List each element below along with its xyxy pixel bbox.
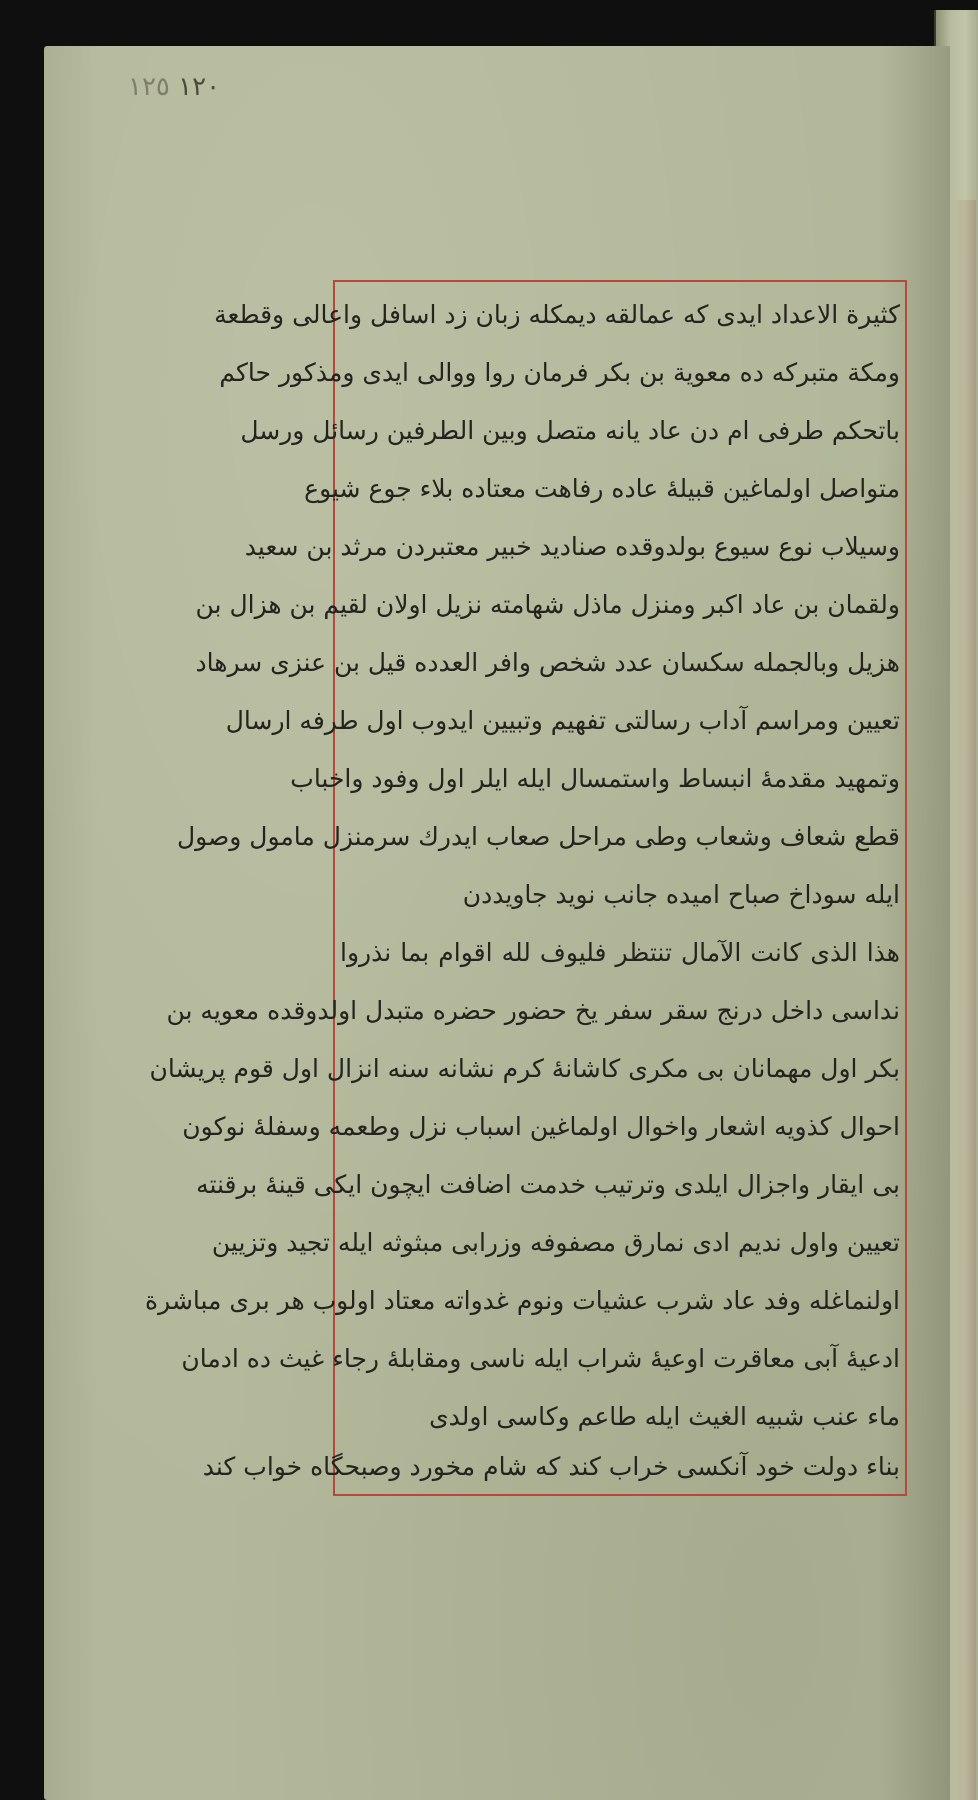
text-line-9: وتمهيد مقدمهٔ انبساط واستمسال ايله ايلر اول وفود واخباب — [290, 764, 900, 793]
text-line-5: وسيلاب نوع سيوع بولدوقده صناديد خبير معتبردن مرثد بن سعيد — [244, 532, 900, 561]
text-line-10: قطع شعاف وشعاب وطى مراحل صعاب ايدرك سرمنزل مامول وصول — [176, 822, 900, 851]
text-line-17: تعيين واول نديم ادى نمارق مصفوفه وزرابى مبثوثه ايله تجيد وتزيين — [211, 1228, 900, 1257]
verse-line-2: بناء دولت خود آنكسى خراب كند كه شام مخورد وصبحگاه خواب كند — [202, 1452, 900, 1481]
folio-current: ١٢٠ — [178, 72, 221, 102]
text-line-13: نداسى داخل درنج سقر سفر يخ حضور حضره متبدل اولدوقده معويه بن — [166, 996, 900, 1025]
text-line-16: بى ايقار واجزال ايلدى وترتيب خدمت اضافت ايچون ايكى قينهٔ برقنته — [196, 1170, 900, 1199]
text-line-20: ماء عنب شبيه الغيث ايله طاعم وكاسى اولدى — [429, 1402, 900, 1431]
text-line-14: بكر اول مهمانان بى مكرى كاشانهٔ كرم نشانه سنه انزال اول قوم پريشان — [149, 1054, 900, 1083]
verse-line-1: هذا الذى كانت الآمال تنتظر فليوف لله اقوام بما نذروا — [340, 938, 900, 967]
text-line-18: اولنماغله وفد عاد شرب عشيات ونوم غدواته معتاد اولوب هر برى مباشرة — [145, 1286, 900, 1315]
text-line-8: تعيين ومراسم آداب رسالتى تفهيم وتبيين ايدوب اول طرفه ارسال — [225, 706, 900, 735]
text-line-2: ومكة متبركه ده معوية بن بكر فرمان روا ووالى ايدى ومذكور حاكم — [219, 358, 900, 387]
text-line-19: ادعيهٔ آبى معاقرت اوعيهٔ شراب ايله ناسى ومقابلهٔ رجاء غيث ده ادمان — [181, 1344, 900, 1373]
text-line-6: ولقمان بن عاد اكبر ومنزل ماذل شهامته نزيل اولان لقيم بن هزال بن — [195, 590, 900, 619]
text-line-1: كثيرة الاعداد ايدى كه عمالقه ديمكله زبان زد اسافل واعالى وقطعة — [214, 300, 900, 329]
text-line-4: متواصل اولماغين قبيلهٔ عاده رفاهت معتاده بلاء جوع شيوع — [304, 474, 900, 503]
next-page-shadow — [950, 200, 976, 1800]
text-line-11: ايله سوداخ صباح اميده جانب نويد جاويددن — [462, 880, 900, 909]
text-line-7: هزيل وبالجمله سكسان عدد شخص وافر العدده قيل بن عنزى سرهاد — [195, 648, 900, 677]
folio-number — [110, 72, 220, 102]
text-line-15: احوال كذويه اشعار واخوال اولماغين اسباب نزل وطعمه وسفلهٔ نوكون — [182, 1112, 900, 1141]
text-line-3: باتحكم طرفى ام دن عاد يانه متصل وبين الطرفين رسائل ورسل — [240, 416, 900, 445]
folio-old: ١٢٥ — [128, 72, 170, 102]
